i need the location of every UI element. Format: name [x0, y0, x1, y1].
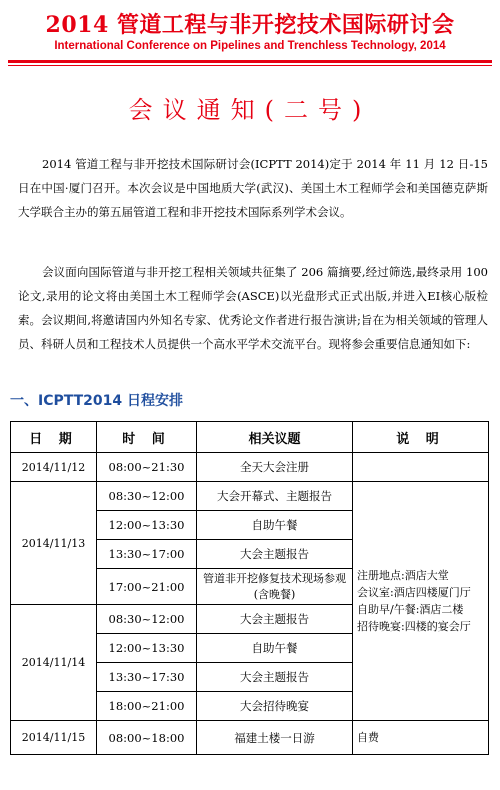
table-row	[11, 721, 489, 755]
note-cell-empty	[353, 453, 489, 482]
section-heading-schedule: 一、ICPTT2014 日程安排	[10, 393, 184, 409]
intro-paragraph-2: 会议面向国际管道与非开挖工程相关领域共征集了 206 篇摘要,经过筛选,最终录用 100 论文,录用的论文将由美国土木工程师学会(ASCE)以光盘形式正式出版,并进入EI核心版检索。会议期间,将邀请国内外知名专家、优秀论文作者进行报告演讲;旨在为相关领域的管理人员、科研人员和工程技术人员提供一个高水平学术交流平台。现将参会重要信息通知如下:	[18, 265, 488, 351]
header-topic: 相关议题	[197, 422, 353, 453]
topic-cell: 大会主题报告	[197, 540, 353, 569]
conference-title-cn: 2014 管道工程与非开挖技术国际研讨会	[45, 12, 455, 38]
header-rule-thick	[8, 60, 492, 63]
header-rule-thin	[8, 65, 492, 66]
topic-cell: 全天大会注册	[197, 453, 353, 482]
time-cell: 08:30~12:00	[97, 605, 197, 634]
note-buffet: 自助早/午餐:酒店二楼	[357, 603, 464, 616]
conference-title-en: International Conference on Pipelines and Trenchless Technology, 2014	[54, 40, 446, 52]
time-cell: 13:30~17:00	[97, 540, 197, 569]
time-cell: 08:30~12:00	[97, 482, 197, 511]
note-meeting-room: 会议室:酒店四楼厦门厅	[357, 586, 471, 599]
topic-cell: 大会招待晚宴	[197, 692, 353, 721]
table-row	[11, 453, 489, 482]
topic-cell: 自助午餐	[197, 634, 353, 663]
time-cell: 17:00~21:00	[97, 569, 197, 605]
time-cell: 12:00~13:30	[97, 511, 197, 540]
intro-paragraph-1: 2014 管道工程与非开挖技术国际研讨会(ICPTT 2014)定于 2014 年 11 月 12 日-15 日在中国·厦门召开。本次会议是中国地质大学(武汉)、美国土木工程师学会和美国德克萨斯大学联合主办的第五届管道工程和非开挖技术国际系列学术会议。	[18, 157, 488, 219]
topic-cell: 大会主题报告	[197, 605, 353, 634]
note-registration: 注册地点:酒店大堂	[357, 569, 449, 582]
topic-cell: 大会主题报告	[197, 663, 353, 692]
note-banquet: 招待晚宴:四楼的宴会厅	[357, 620, 471, 633]
note-cell: 自费	[353, 721, 489, 755]
date-cell: 2014/11/15	[11, 721, 97, 755]
date-cell: 2014/11/14	[11, 605, 97, 721]
topic-cell: 管道非开挖修复技术现场参观(含晚餐)	[197, 569, 353, 605]
notice-title: 会议通知(二号)	[128, 96, 372, 124]
topic-cell: 福建土楼一日游	[197, 721, 353, 755]
time-cell: 12:00~13:30	[97, 634, 197, 663]
time-cell: 08:00~18:00	[97, 721, 197, 755]
date-cell: 2014/11/12	[11, 453, 97, 482]
schedule-table	[10, 421, 489, 755]
header-time: 时 间	[97, 422, 197, 453]
date-cell: 2014/11/13	[11, 482, 97, 605]
topic-cell: 大会开幕式、主题报告	[197, 482, 353, 511]
time-cell: 08:00~21:30	[97, 453, 197, 482]
time-cell: 18:00~21:00	[97, 692, 197, 721]
header-date: 日 期	[11, 422, 97, 453]
venue-note-cell	[353, 482, 489, 721]
time-cell: 13:30~17:30	[97, 663, 197, 692]
table-row	[11, 482, 489, 511]
table-header-row	[11, 422, 489, 453]
topic-cell: 自助午餐	[197, 511, 353, 540]
header-note: 说 明	[353, 422, 489, 453]
